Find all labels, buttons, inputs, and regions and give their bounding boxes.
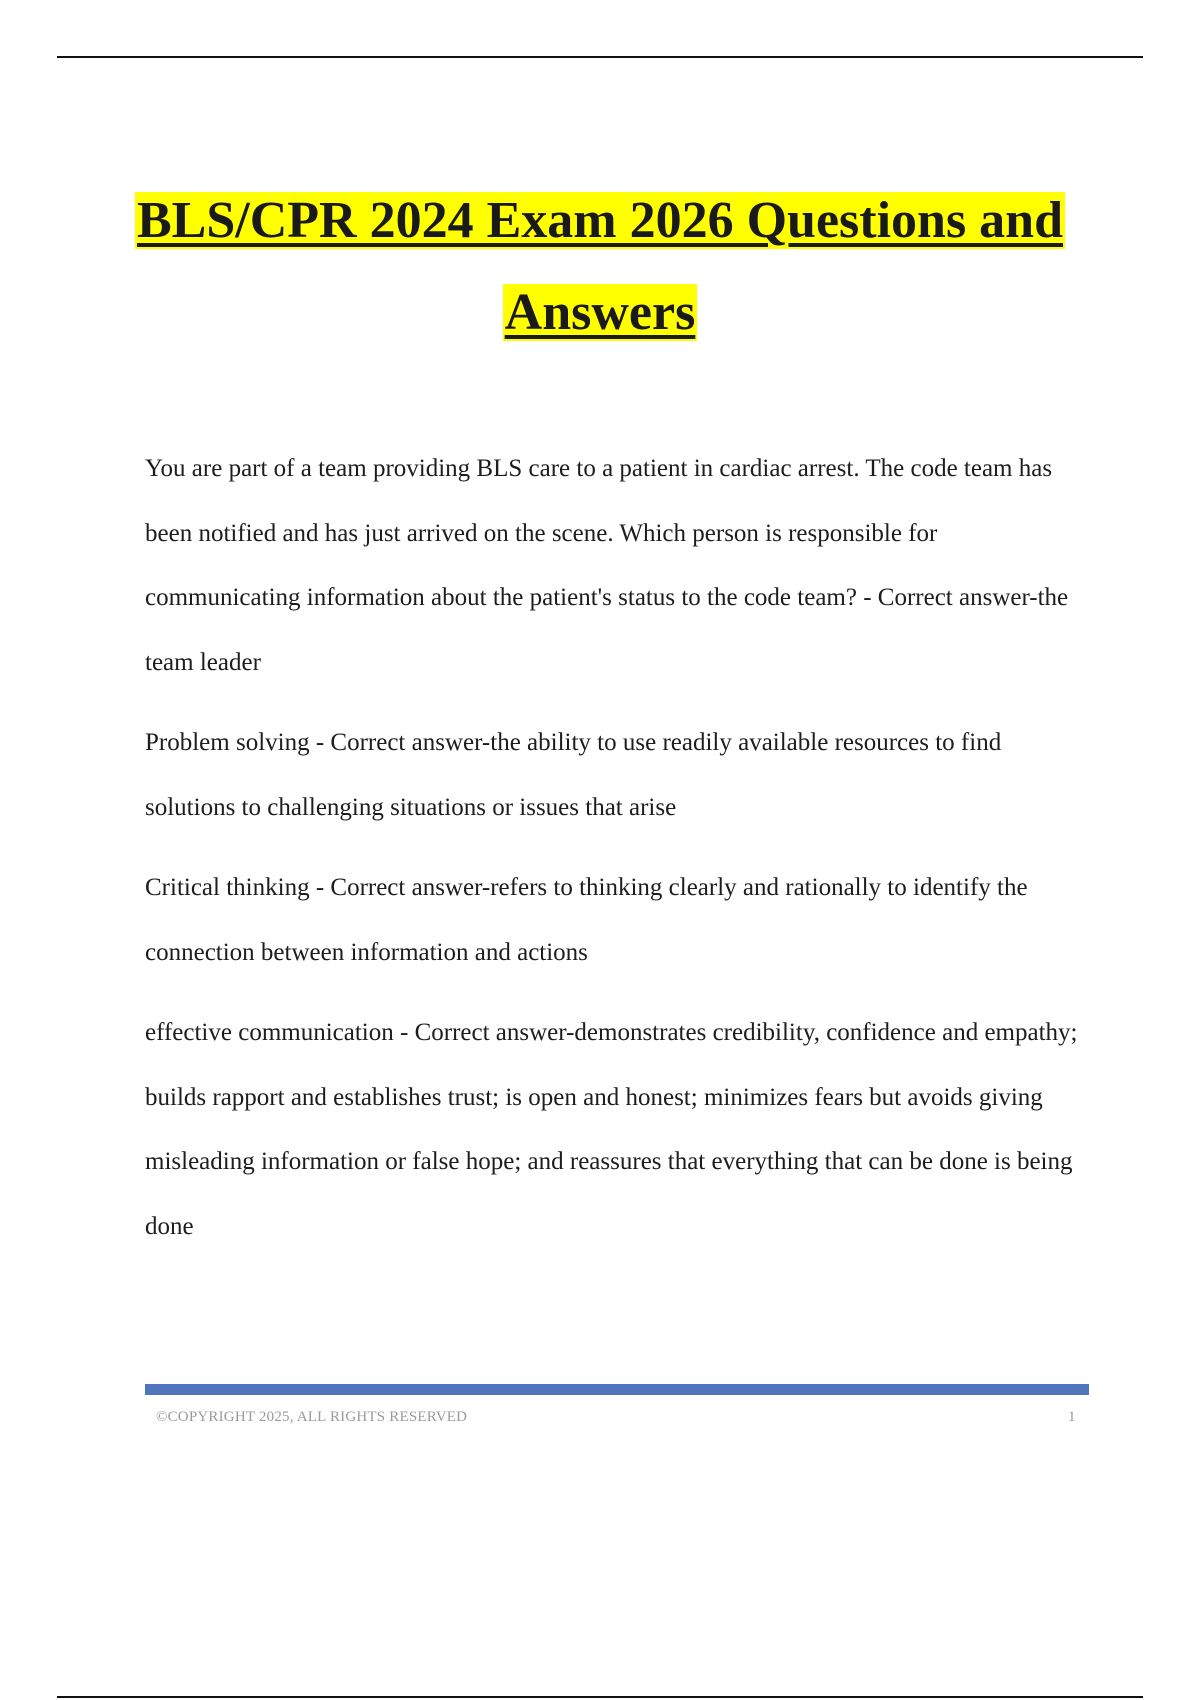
- top-rule: [57, 56, 1143, 58]
- qa-entry-team-leader: You are part of a team providing BLS care to a patient in cardiac arrest. The code team has been notified and has just arrived on the scene. Which person is responsible for communicating information about the patient's status to the code team? - Correct answer-the team leader: [145, 455, 1069, 676]
- title-line-2: Answers: [504, 284, 696, 341]
- page-number: 1: [1068, 1409, 1076, 1425]
- document-title: [100, 175, 1100, 359]
- bottom-rule: [57, 1696, 1143, 1698]
- qa-entry-critical-thinking: Critical thinking - Correct answer-refers to thinking clearly and rationally to identify the connection between information and actions: [145, 874, 1028, 966]
- footer-bar: [145, 1384, 1089, 1395]
- title-line-1: BLS/CPR 2024 Exam 2026 Questions and: [136, 192, 1064, 249]
- qa-entry-effective-communication: effective communication - Correct answer-demonstrates credibility, confidence and empathy; builds rapport and establishes trust; is open and honest; minimizes fears but avoids giving misleading information or false hope; and reassures that everything that can be done is being done: [145, 1019, 1078, 1240]
- qa-entry-problem-solving: Problem solving - Correct answer-the ability to use readily available resources to find solutions to challenging situations or issues that arise: [145, 729, 1002, 821]
- footer-copyright: ©COPYRIGHT 2025, ALL RIGHTS RESERVED: [156, 1409, 468, 1425]
- document-body: [145, 437, 1090, 1275]
